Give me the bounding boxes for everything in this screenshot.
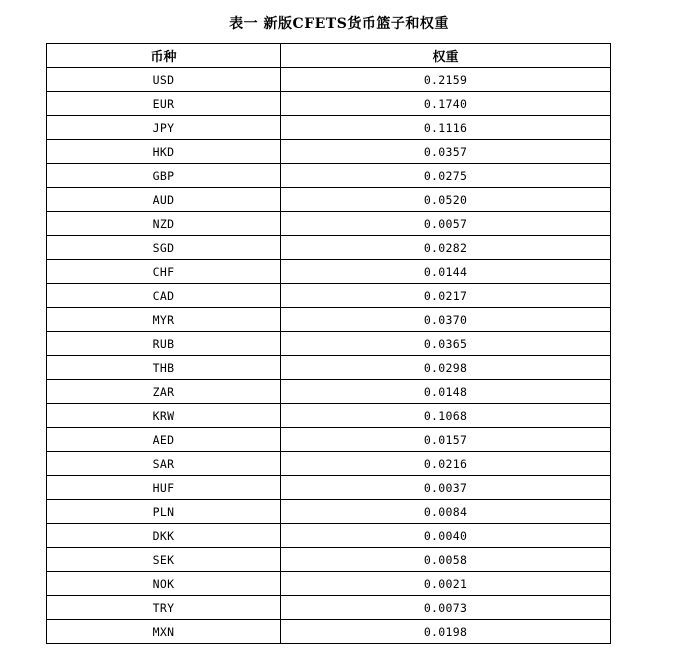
table-row	[47, 140, 611, 164]
currency-code-cell: HUF	[47, 476, 281, 500]
weight-value-cell: 0.0040	[281, 524, 611, 548]
weight-value-cell: 0.0216	[281, 452, 611, 476]
table-row	[47, 308, 611, 332]
weight-value-cell: 0.0520	[281, 188, 611, 212]
table-row	[47, 92, 611, 116]
table-row	[47, 452, 611, 476]
weight-value-cell: 0.0198	[281, 620, 611, 644]
currency-code-cell: GBP	[47, 164, 281, 188]
currency-code-cell: TRY	[47, 596, 281, 620]
table-row	[47, 500, 611, 524]
currency-code-cell: CAD	[47, 284, 281, 308]
currency-code-cell: SGD	[47, 236, 281, 260]
table-row	[47, 68, 611, 92]
weight-value-cell: 0.0037	[281, 476, 611, 500]
table-body	[47, 68, 611, 644]
currency-code-cell: CHF	[47, 260, 281, 284]
weight-value-cell: 0.0370	[281, 308, 611, 332]
table-row	[47, 548, 611, 572]
weight-value-cell: 0.0148	[281, 380, 611, 404]
weight-value-cell: 0.0298	[281, 356, 611, 380]
currency-code-cell: AED	[47, 428, 281, 452]
currency-code-cell: SAR	[47, 452, 281, 476]
table-row	[47, 596, 611, 620]
table-row	[47, 404, 611, 428]
currency-code-cell: THB	[47, 356, 281, 380]
currency-code-cell: HKD	[47, 140, 281, 164]
table-row	[47, 332, 611, 356]
table-row	[47, 284, 611, 308]
table-row	[47, 476, 611, 500]
currency-code-cell: USD	[47, 68, 281, 92]
table-row	[47, 524, 611, 548]
table-row	[47, 188, 611, 212]
currency-code-cell: NOK	[47, 572, 281, 596]
table-header-row	[47, 44, 611, 68]
table-row	[47, 356, 611, 380]
currency-code-cell: DKK	[47, 524, 281, 548]
weight-value-cell: 0.1068	[281, 404, 611, 428]
weight-value-cell: 0.1116	[281, 116, 611, 140]
currency-code-cell: KRW	[47, 404, 281, 428]
currency-code-cell: NZD	[47, 212, 281, 236]
currency-weights-table	[46, 43, 611, 644]
table-title: 表一 新版CFETS货币篮子和权重	[229, 16, 449, 32]
currency-code-cell: ZAR	[47, 380, 281, 404]
weight-value-cell: 0.0021	[281, 572, 611, 596]
table-row	[47, 572, 611, 596]
currency-code-cell: SEK	[47, 548, 281, 572]
table-row	[47, 428, 611, 452]
weight-value-cell: 0.1740	[281, 92, 611, 116]
table-row	[47, 212, 611, 236]
weight-value-cell: 0.0084	[281, 500, 611, 524]
table-row	[47, 116, 611, 140]
currency-code-cell: EUR	[47, 92, 281, 116]
weight-value-cell: 0.2159	[281, 68, 611, 92]
currency-code-cell: MYR	[47, 308, 281, 332]
table-row	[47, 236, 611, 260]
weight-value-cell: 0.0365	[281, 332, 611, 356]
currency-code-cell: RUB	[47, 332, 281, 356]
table-row	[47, 164, 611, 188]
weight-value-cell: 0.0157	[281, 428, 611, 452]
header-currency: 币种	[47, 44, 281, 68]
weight-value-cell: 0.0357	[281, 140, 611, 164]
weight-value-cell: 0.0282	[281, 236, 611, 260]
weight-value-cell: 0.0217	[281, 284, 611, 308]
table-row	[47, 260, 611, 284]
currency-code-cell: PLN	[47, 500, 281, 524]
weight-value-cell: 0.0073	[281, 596, 611, 620]
currency-code-cell: MXN	[47, 620, 281, 644]
currency-code-cell: AUD	[47, 188, 281, 212]
header-weight: 权重	[281, 44, 611, 68]
weight-value-cell: 0.0058	[281, 548, 611, 572]
currency-code-cell: JPY	[47, 116, 281, 140]
table-row	[47, 380, 611, 404]
weight-value-cell: 0.0144	[281, 260, 611, 284]
weight-value-cell: 0.0275	[281, 164, 611, 188]
weight-value-cell: 0.0057	[281, 212, 611, 236]
table-row	[47, 620, 611, 644]
